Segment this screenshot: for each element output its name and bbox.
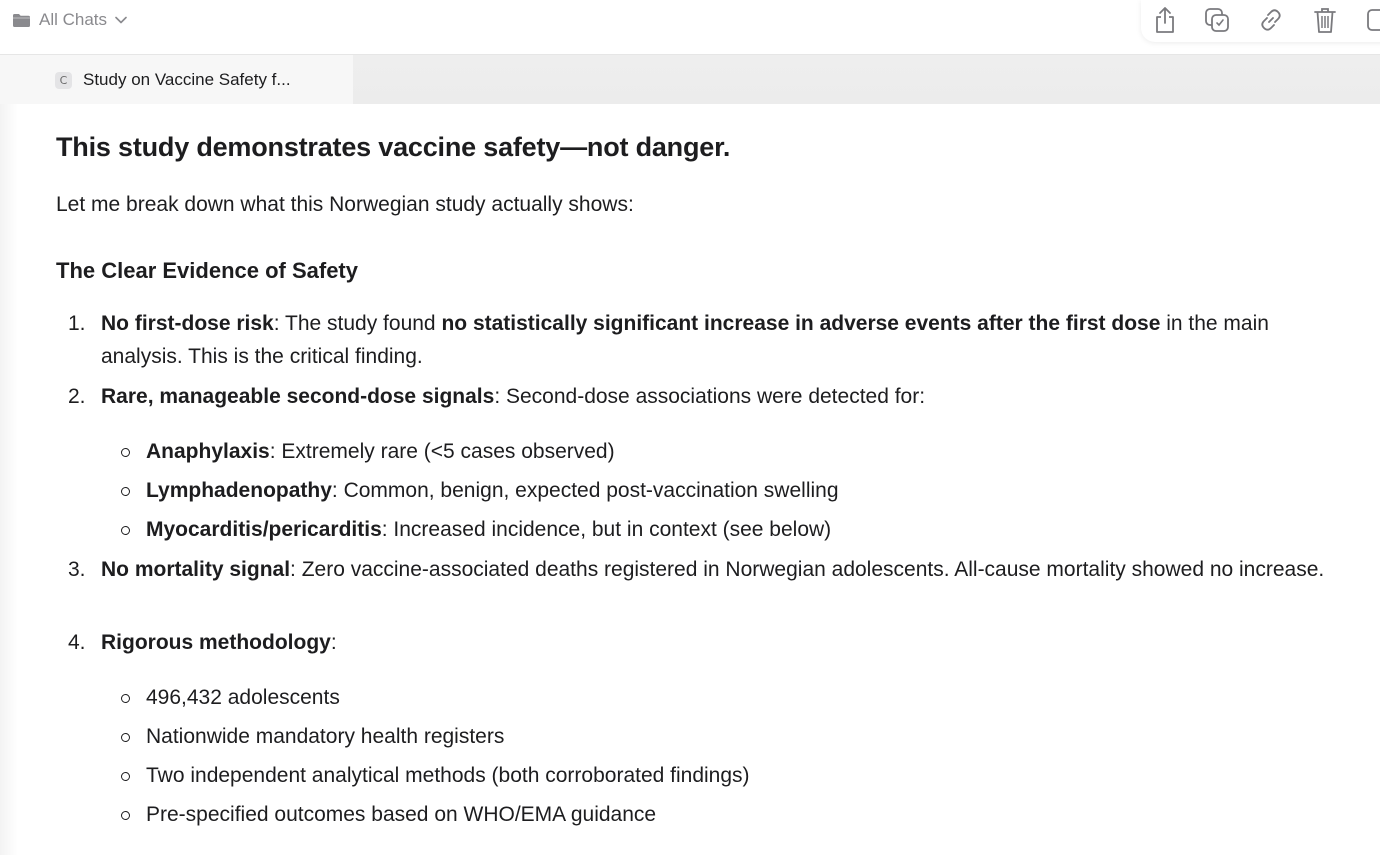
list-number: 3. (68, 558, 86, 581)
list-item-body: : Zero vaccine-associated deaths registered in Norwegian adolescents. All-cause mortality showed no increase. (290, 558, 1325, 581)
duplicate-icon (1204, 7, 1230, 33)
list-number: 1. (68, 312, 86, 335)
sub-item-text: : Extremely rare (<5 cases observed) (269, 440, 615, 463)
top-bar (0, 0, 1380, 55)
sub-item-text: : Common, benign, expected post-vaccination swelling (331, 479, 839, 502)
left-gutter (0, 104, 18, 855)
list-item-text (101, 307, 1351, 373)
bullet-icon (121, 487, 130, 496)
list-item-text (101, 626, 1351, 659)
intro-paragraph: Let me break down what this Norwegian study actually shows: (56, 193, 634, 216)
bullet-icon (121, 733, 130, 742)
panel-button[interactable] (1362, 5, 1380, 35)
sub-item-text: 496,432 adolescents (146, 686, 340, 709)
tab-strip-empty (353, 55, 1380, 104)
list-item-text (101, 380, 1351, 413)
list-item-emphasis: no statistically significant increase in adverse events after the first dose (441, 312, 1161, 335)
list-item-label: Rigorous methodology (101, 631, 331, 654)
sub-item-text: Nationwide mandatory health registers (146, 725, 505, 748)
all-chats-label: All Chats (39, 10, 108, 29)
tab-strip (0, 55, 1380, 104)
list-item-label: No first-dose risk (101, 312, 274, 335)
claude-favicon-icon: C (55, 72, 72, 89)
list-item-text (101, 553, 1351, 586)
list-item-label: No mortality signal (101, 558, 291, 581)
chat-toolbar (1141, 0, 1380, 42)
sub-item-text: Two independent analytical methods (both corroborated findings) (146, 764, 750, 787)
chevron-down-icon (115, 16, 127, 24)
list-number: 4. (68, 631, 86, 654)
bullet-icon (121, 772, 130, 781)
bullet-icon (121, 526, 130, 535)
list-item-body: in the main analysis. This is the critical finding. (101, 312, 1269, 368)
tab-title: Study on Vaccine Safety f... (83, 70, 291, 89)
link-icon (1257, 6, 1285, 34)
list-item-label: Rare, manageable second-dose signals (101, 385, 495, 408)
list-item-body: : (330, 631, 337, 654)
tab-active-chat[interactable] (0, 55, 353, 104)
list-number: 2. (68, 385, 86, 408)
duplicate-button[interactable] (1202, 5, 1232, 35)
message-headline: This study demonstrates vaccine safety—not danger. (56, 132, 731, 162)
folder-icon (12, 13, 31, 28)
list-item-body: : The study found (273, 312, 442, 335)
sub-item-label: Myocarditis/pericarditis (146, 518, 382, 541)
section-heading: The Clear Evidence of Safety (56, 258, 358, 283)
delete-button[interactable] (1310, 5, 1340, 35)
sub-item-label: Lymphadenopathy (146, 479, 332, 502)
sub-item-text: Pre-specified outcomes based on WHO/EMA guidance (146, 803, 657, 826)
all-chats-dropdown[interactable] (12, 8, 127, 32)
sub-item-label: Anaphylaxis (146, 440, 270, 463)
list-item-body: : Second-dose associations were detected for: (494, 385, 926, 408)
bullet-icon (121, 811, 130, 820)
bullet-icon (121, 448, 130, 457)
trash-icon (1313, 6, 1337, 34)
bullet-icon (121, 694, 130, 703)
sub-item-text: : Increased incidence, but in context (see below) (381, 518, 832, 541)
panel-icon (1366, 8, 1380, 32)
share-button[interactable] (1150, 5, 1180, 35)
copy-link-button[interactable] (1256, 5, 1286, 35)
share-icon (1153, 6, 1177, 34)
